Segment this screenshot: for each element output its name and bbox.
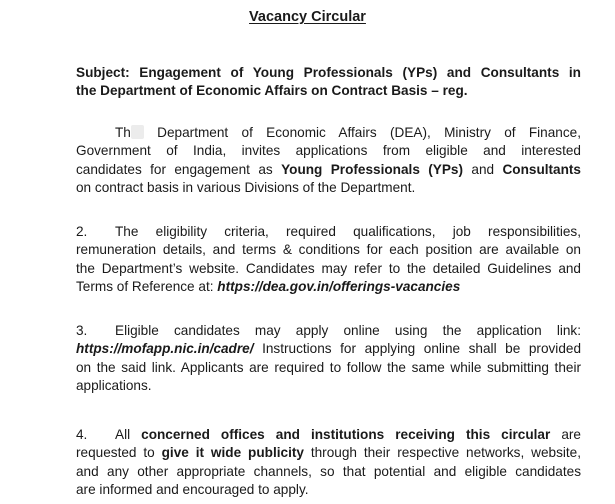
paragraph-3-line-2 [76, 340, 581, 358]
paragraph-4-number: 4. [76, 427, 88, 442]
paragraph-4-line-3: and any other appropriate channels, so that potential and eligible candidates [76, 463, 581, 479]
subject-block [76, 64, 581, 101]
consultants-text: Consultants [502, 161, 581, 177]
paragraph-2-line-4 [76, 278, 581, 296]
paragraph-4-line-2-pre: requested to [76, 445, 162, 461]
subject-line-1: Subject: Engagement of Young Professionals (YPs) and Consultants in [76, 65, 581, 80]
paragraph-1-line-1-text: Department of Economic Affairs (DEA), Ministry of Finance, [143, 125, 581, 140]
paragraph-2-line-1 [76, 223, 581, 241]
paragraph-3-number: 3. [76, 323, 88, 338]
mofapp-cadre-link[interactable]: https://mofapp.nic.in/cadre/ [76, 341, 254, 357]
paragraph-2-line-3: the Department’s website. Candidates may refer to the detailed Guidelines and [76, 260, 581, 276]
paragraph-2 [76, 223, 581, 297]
paragraph-1-and-text: and [463, 161, 503, 177]
paragraph-1-line-1 [76, 124, 581, 142]
young-professionals-text: Young Professionals (YPs) [281, 161, 464, 177]
paragraph-3-line-1 [76, 322, 581, 340]
paragraph-4-line-1-post: are [550, 427, 581, 442]
paragraph-2-line-1-text: The eligibility criteria, required qualifications, job responsibilities, [115, 224, 581, 239]
paragraph-1-line-3 [76, 161, 581, 179]
paragraph-1-start: Th [115, 125, 131, 140]
paragraph-1-line-3-text: candidates for engagement as [76, 161, 282, 177]
wide-publicity-text: give it wide publicity [161, 445, 304, 461]
paragraph-1 [76, 124, 581, 198]
paragraph-4-line-1-pre: All [115, 427, 142, 442]
paragraph-1-line-4: on contract basis in various Divisions of the Department. [76, 180, 416, 196]
page-title: Vacancy Circular [249, 9, 366, 25]
paragraph-4-line-2 [76, 444, 581, 462]
subject-line-2: the Department of Economic Affairs on Contract Basis – reg. [76, 83, 468, 99]
paragraph-3-line-3: on the said link. Applicants are required to follow the same while submitting their [76, 359, 581, 375]
paragraph-3-line-2-text: Instructions for applying online shall be provided [253, 341, 581, 357]
paragraph-1-line-2: Government of India, invites applications from eligible and interested [76, 143, 581, 159]
paragraph-2-line-2: remuneration details, and terms & conditions for each position are available on [76, 242, 581, 258]
paragraph-2-line-4-text: Terms of Reference at: [76, 279, 218, 295]
paragraph-3-line-1-text: Eligible candidates may apply online using the application link: [115, 323, 581, 338]
paragraph-2-number: 2. [76, 224, 88, 239]
paragraph-4 [76, 426, 581, 500]
paragraph-4-line-2-post: through their respective networks, website, [303, 445, 581, 461]
concerned-offices-text: concerned offices and institutions receiving this circular [141, 427, 551, 442]
paragraph-4-line-4: are informed and encouraged to apply. [76, 482, 309, 498]
obscured-text [131, 125, 144, 139]
paragraph-3 [76, 322, 581, 396]
paragraph-4-line-1 [76, 426, 581, 444]
dea-vacancies-link[interactable]: https://dea.gov.in/offerings-vacancies [217, 279, 461, 295]
paragraph-3-line-4: applications. [76, 378, 152, 394]
